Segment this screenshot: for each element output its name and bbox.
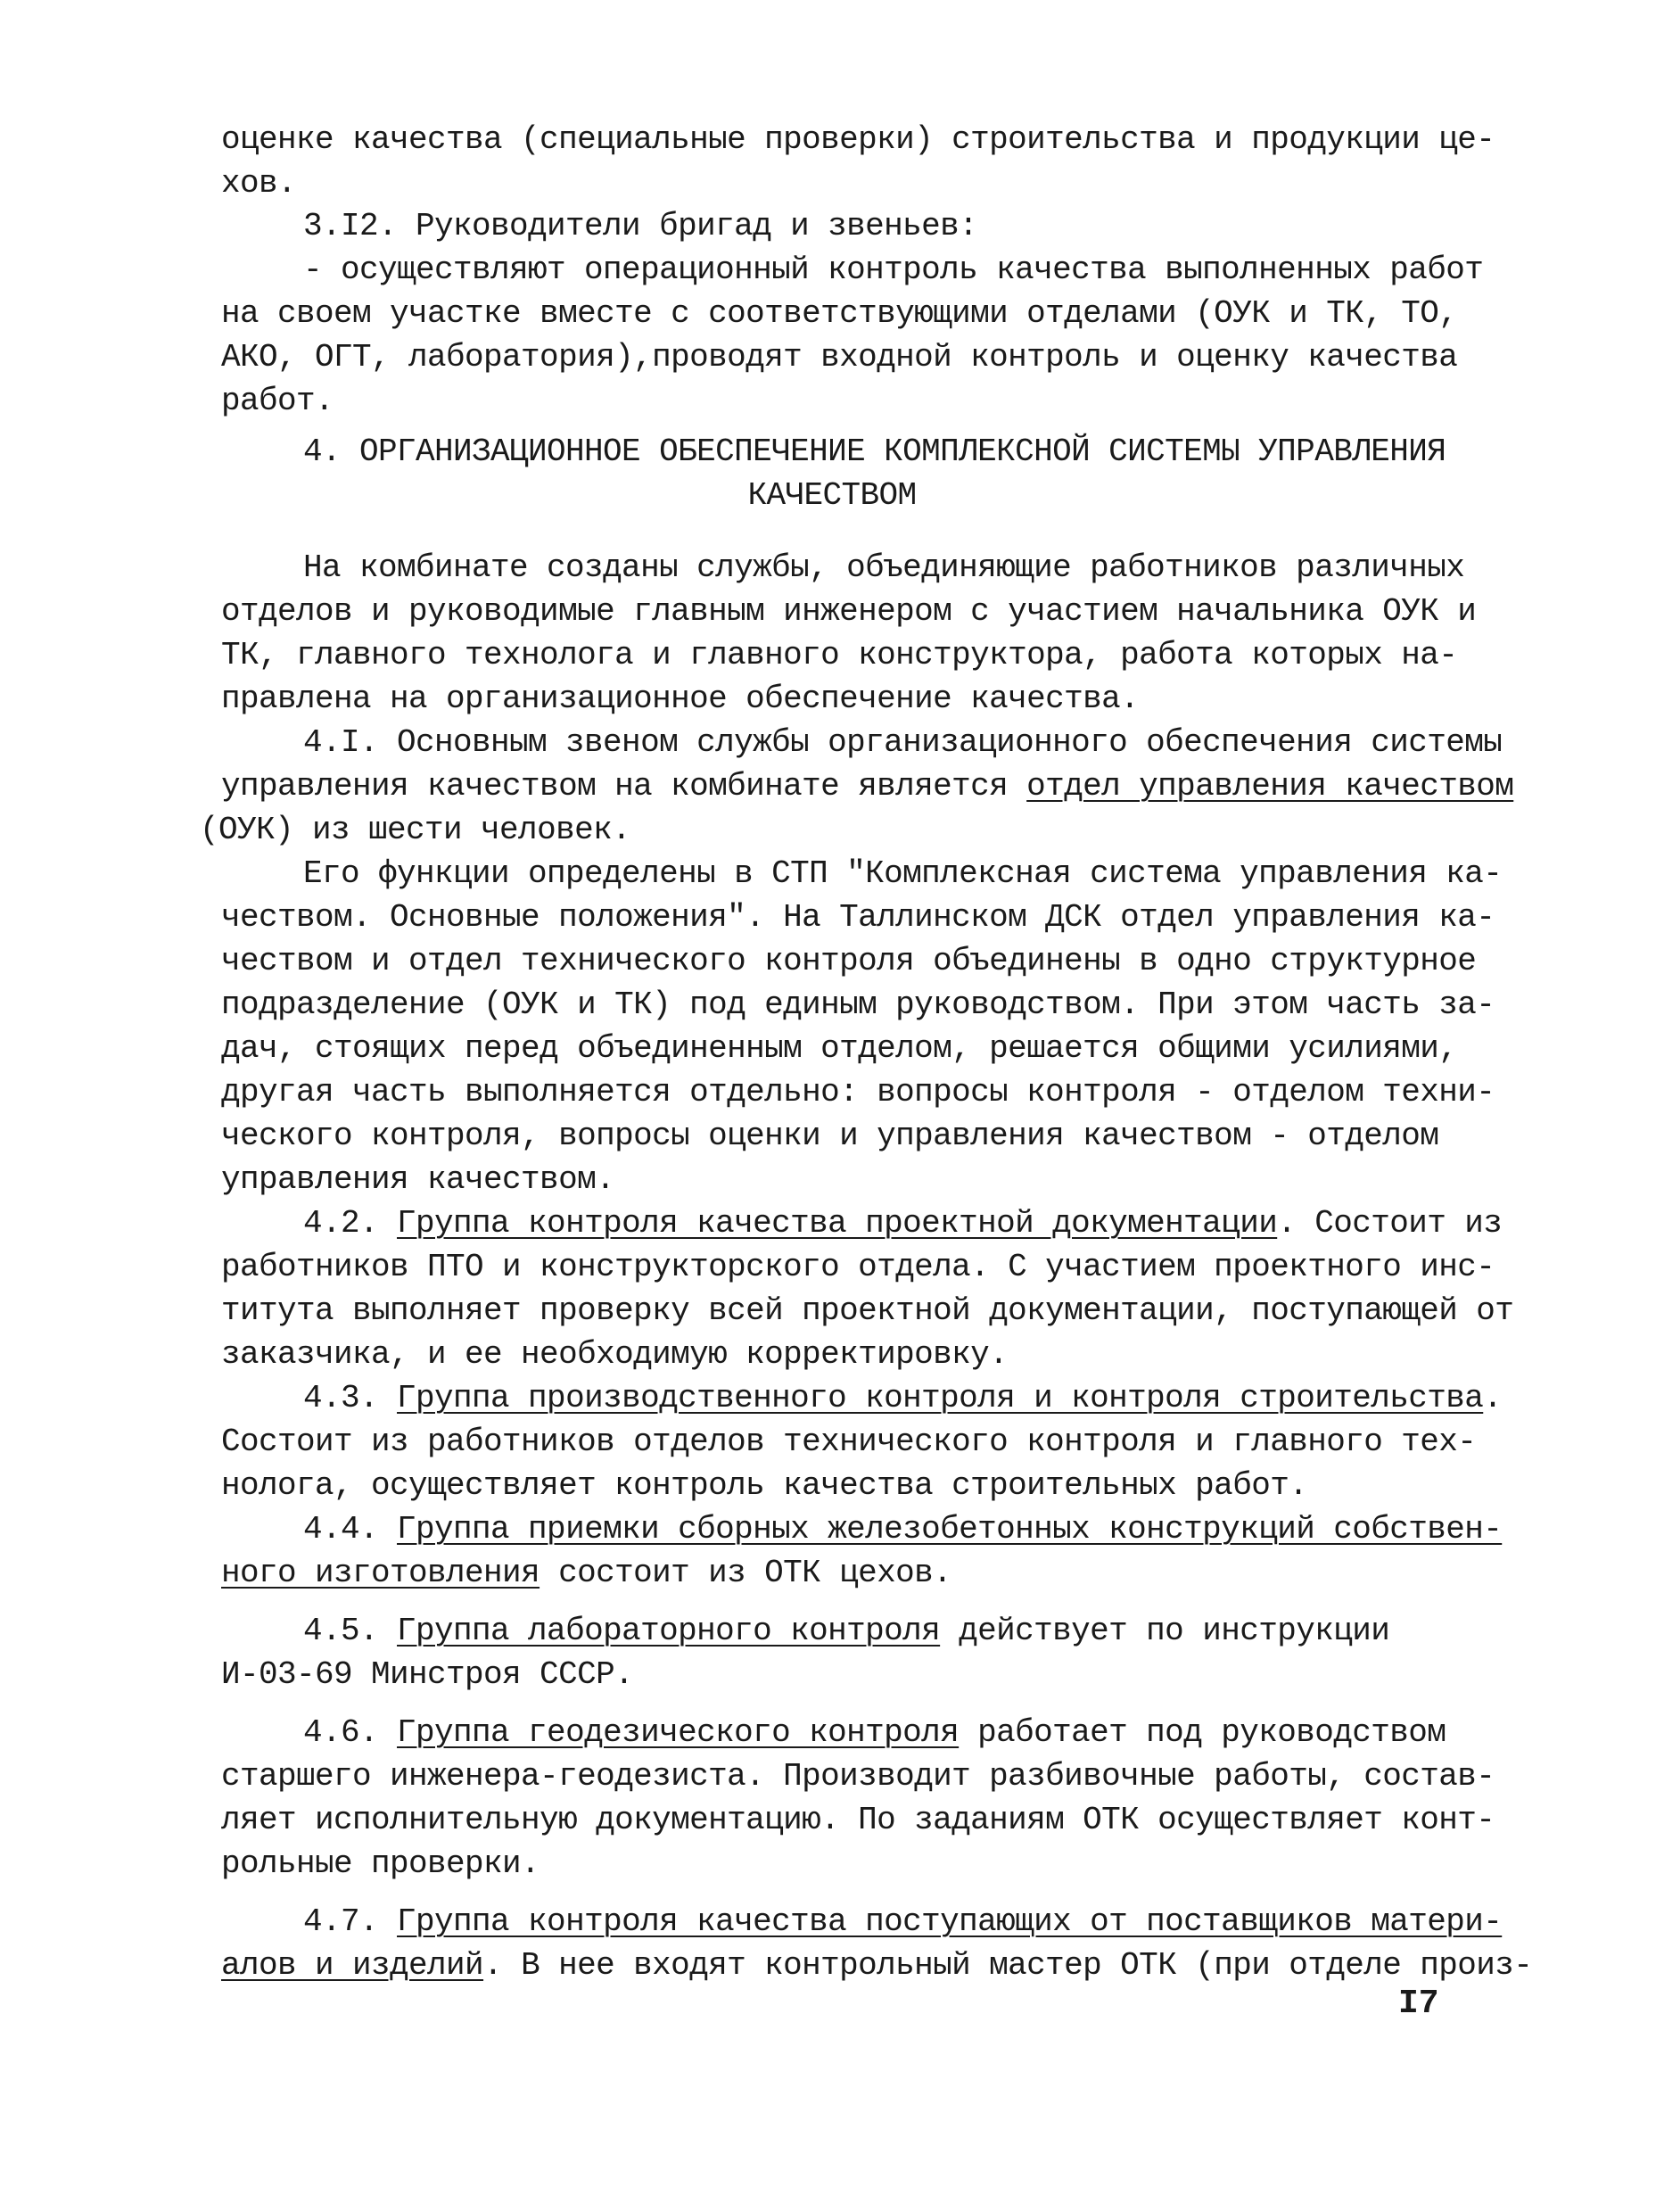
text-line	[221, 1551, 951, 1595]
text-line: управления качеством.	[221, 1161, 615, 1198]
text-line: на своем участке вместе с соответствующими отделами (ОУК и ТК, ТО,	[221, 295, 1458, 332]
underlined-term: Группа контроля качества проектной документации	[397, 1205, 1278, 1242]
section-3-12-heading: 3.I2. Руководители бригад и звеньев:	[303, 208, 978, 244]
item-number: 4.2.	[303, 1205, 398, 1242]
text-line: - осуществляют операционный контроль качества выполненных работ	[303, 252, 1484, 288]
underlined-term: Группа геодезического контроля	[397, 1714, 960, 1751]
item-number: 4.6.	[303, 1714, 398, 1751]
text-line: 4.I. Основным звеном службы организационного обеспечения системы	[303, 724, 1503, 761]
underlined-term: Группа лабораторного контроля	[397, 1613, 941, 1649]
page-number: I7	[1398, 1985, 1439, 2023]
text-line: другая часть выполняется отдельно: вопросы контроля - отделом техни-	[221, 1074, 1495, 1110]
text-run: состоит из ОТК цехов.	[540, 1555, 952, 1591]
text-line: И-03-69 Минстроя СССР.	[221, 1656, 634, 1693]
text-run: . В нее входят контрольный мастер ОТК (при отделе произ-	[483, 1947, 1533, 1984]
text-line: отделов и руководимые главным инженером с участием начальника ОУК и	[221, 593, 1477, 630]
text-line: нолога, осуществляет контроль качества строительных работ.	[221, 1467, 1308, 1504]
text-line	[303, 1711, 1446, 1754]
text-line: правлена на организационное обеспечение качества.	[221, 681, 1140, 717]
text-line	[303, 1376, 1502, 1420]
text-line: подразделение (ОУК и ТК) под единым руководством. При этом часть за-	[221, 986, 1495, 1023]
underlined-term: Группа приемки сборных железобетонных конструкций собствен-	[397, 1511, 1503, 1548]
underlined-term: Группа контроля качества поступающих от поставщиков матери-	[397, 1903, 1503, 1940]
text-line	[303, 1507, 1502, 1551]
text-line: ческого контроля, вопросы оценки и управления качеством - отделом	[221, 1118, 1439, 1154]
text-line: На комбинате созданы службы, объединяющие работников различных	[303, 549, 1465, 586]
text-line: АКО, ОГТ, лаборатория),проводят входной контроль и оценку качества	[221, 339, 1458, 376]
text-line: Его функции определены в СТП "Комплексная система управления ка-	[303, 855, 1503, 892]
underlined-term: отдел управления качеством	[1026, 768, 1514, 805]
text-line: оценке качества (специальные проверки) строительства и продукции це-	[221, 121, 1495, 158]
text-line: рольные проверки.	[221, 1845, 540, 1882]
text-run: .	[1483, 1380, 1503, 1416]
text-line: работников ПТО и конструкторского отдела. С участием проектного инс-	[221, 1249, 1495, 1285]
text-line: дач, стоящих перед объединенным отделом, решается общими усилиями,	[221, 1030, 1458, 1067]
section-4-title: 4. ОРГАНИЗАЦИОННОЕ ОБЕСПЕЧЕНИЕ КОМПЛЕКСНОЙ СИСТЕМЫ УПРАВЛЕНИЯ	[303, 433, 1446, 470]
text-line: хов.	[221, 165, 297, 202]
item-number: 4.4.	[303, 1511, 398, 1548]
underlined-term: ного изготовления	[221, 1555, 540, 1591]
text-line	[221, 764, 1513, 808]
underlined-term: алов и изделий	[221, 1947, 484, 1984]
text-line: Состоит из работников отделов технического контроля и главного тех-	[221, 1424, 1477, 1460]
text-line	[303, 1201, 1502, 1245]
item-number: 4.5.	[303, 1613, 398, 1649]
item-number: 4.3.	[303, 1380, 398, 1416]
underlined-term: Группа производственного контроля и контроля строительства	[397, 1380, 1484, 1416]
text-line: работ.	[221, 383, 334, 419]
text-run: действует по инструкции	[940, 1613, 1390, 1649]
section-4-title-cont: КАЧЕСТВОМ	[747, 477, 917, 514]
text-line	[303, 1609, 1389, 1653]
text-line: заказчика, и ее необходимую корректировку.	[221, 1336, 1009, 1373]
text-line: титута выполняет проверку всей проектной документации, поступающей от	[221, 1292, 1514, 1329]
text-line	[303, 1900, 1502, 1944]
text-run: . Состоит из	[1277, 1205, 1503, 1242]
text-run: управления качеством на комбинате является	[221, 768, 1027, 805]
text-line: старшего инженера-геодезиста. Производит разбивочные работы, состав-	[221, 1758, 1495, 1795]
text-line: (ОУК) из шести человек.	[200, 812, 631, 848]
text-line: чеством. Основные положения". На Таллинском ДСК отдел управления ка-	[221, 899, 1495, 936]
text-run: работает под руководством	[959, 1714, 1446, 1751]
text-line: ТК, главного технолога и главного конструктора, работа которых на-	[221, 637, 1458, 673]
text-line	[221, 1944, 1532, 1987]
item-number: 4.7.	[303, 1903, 398, 1940]
text-line: ляет исполнительную документацию. По заданиям ОТК осуществляет конт-	[221, 1802, 1495, 1838]
text-line: чеством и отдел технического контроля объединены в одно структурное	[221, 943, 1477, 979]
